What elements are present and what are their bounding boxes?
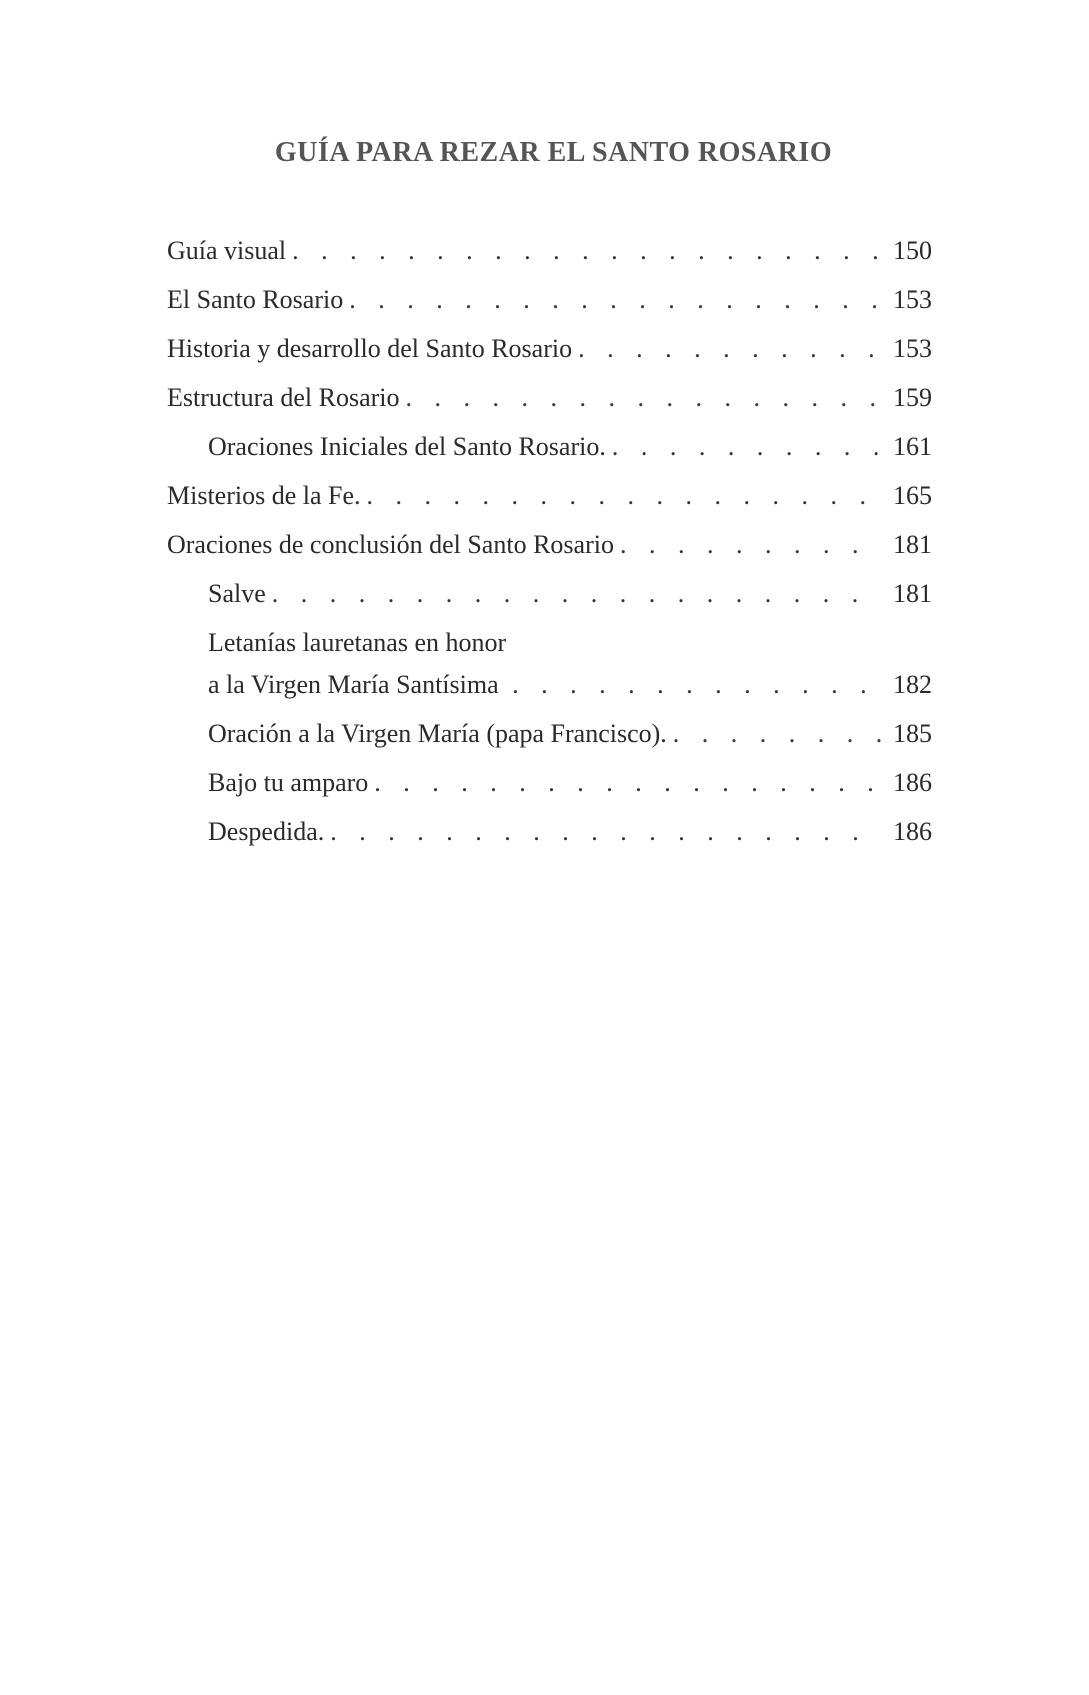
toc-entry-label-line2: a la Virgen María Santísima <box>208 670 499 699</box>
toc-entry-page: 186 <box>893 768 932 797</box>
toc-entry-label: Misterios de la Fe. <box>167 481 361 510</box>
table-of-contents <box>167 226 932 856</box>
toc-entry-label <box>208 622 506 706</box>
toc-entry-page: 182 <box>893 670 932 699</box>
dot-leader <box>406 373 883 422</box>
toc-entry-label: Estructura del Rosario <box>167 383 400 412</box>
dot-leader <box>612 422 882 471</box>
toc-entry-historia <box>167 324 932 373</box>
toc-entry-oraciones-conclusion <box>167 520 932 569</box>
toc-entry-page: 150 <box>893 236 932 265</box>
toc-entry-oraciones-iniciales <box>167 422 932 471</box>
toc-entry-salve <box>167 569 932 618</box>
toc-entry-page: 181 <box>893 579 932 608</box>
toc-entry-page: 153 <box>893 285 932 314</box>
toc-entry-page: 161 <box>893 432 932 461</box>
toc-entry-guia-visual <box>167 226 932 275</box>
toc-entry-letanias <box>167 618 932 709</box>
dot-leader <box>367 471 882 520</box>
toc-entry-page: 186 <box>893 817 932 846</box>
dot-leader <box>673 709 882 758</box>
toc-entry-page: 159 <box>893 383 932 412</box>
dot-leader <box>272 569 882 618</box>
dot-leader <box>292 226 882 275</box>
toc-entry-label: Despedida. <box>208 817 325 846</box>
toc-entry-label: Oraciones de conclusión del Santo Rosario <box>167 530 614 559</box>
toc-entry-misterios <box>167 471 932 520</box>
toc-entry-label: Oraciones Iniciales del Santo Rosario. <box>208 432 606 461</box>
toc-entry-label: Guía visual <box>167 236 287 265</box>
toc-entry-label: Bajo tu amparo <box>208 768 369 797</box>
toc-entry-page: 165 <box>893 481 932 510</box>
dot-leader <box>349 275 882 324</box>
toc-entry-label: Salve <box>208 579 266 608</box>
toc-entry-despedida <box>167 807 932 856</box>
dot-leader <box>330 807 882 856</box>
dot-leader <box>620 520 882 569</box>
toc-entry-page: 181 <box>893 530 932 559</box>
dot-leader <box>578 324 882 373</box>
toc-entry-label-line1: Letanías lauretanas en honor <box>208 628 507 657</box>
toc-entry-page: 153 <box>893 334 932 363</box>
toc-entry-page: 185 <box>893 719 932 748</box>
dot-leader <box>512 664 882 706</box>
toc-entry-label: El Santo Rosario <box>167 285 344 314</box>
page-title: GUÍA PARA REZAR EL SANTO ROSARIO <box>274 137 833 168</box>
toc-entry-estructura <box>167 373 932 422</box>
dot-leader <box>374 758 882 807</box>
toc-entry-label: Oración a la Virgen María (papa Francisco). <box>208 719 667 748</box>
toc-entry-oracion-virgen <box>167 709 932 758</box>
toc-entry-label: Historia y desarrollo del Santo Rosario <box>167 334 573 363</box>
toc-entry-bajo-tu-amparo <box>167 758 932 807</box>
toc-entry-santo-rosario <box>167 275 932 324</box>
